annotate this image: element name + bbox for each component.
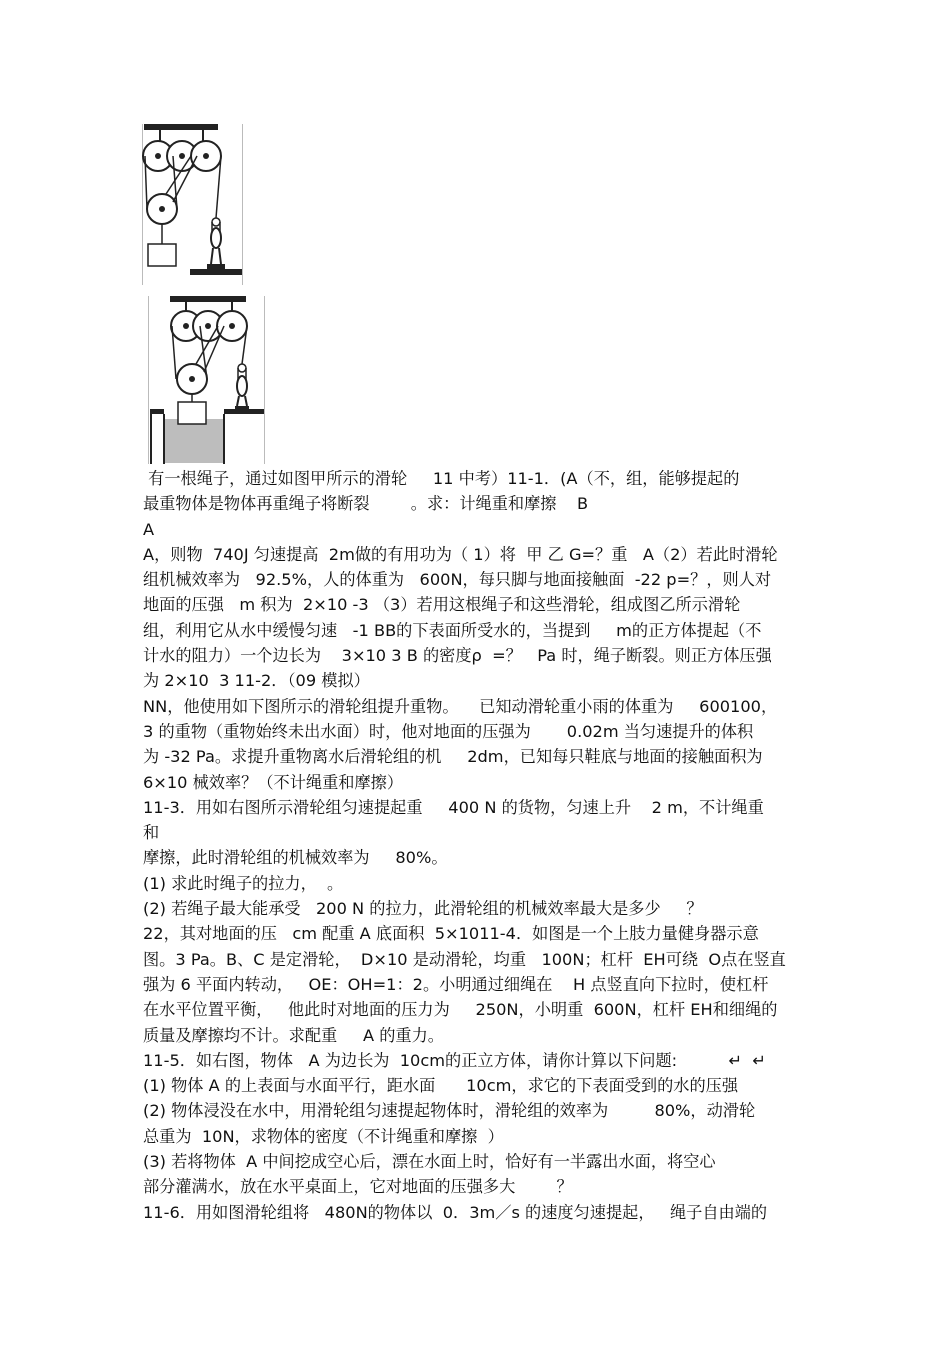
text-line: A — [143, 519, 155, 539]
text-line: 为 -32 Pa。求提升重物离水后滑轮组的机 2dm，已知每只鞋底与地面的接触面积为 — [143, 747, 763, 767]
text-line: 6×10 械效率？（不计绳重和摩擦） — [143, 772, 404, 792]
text-line: 和 — [143, 823, 160, 843]
text-line: 3 的重物（重物始终未出水面）时，他对地面的压强为 0.02m 当匀速提升的体积 — [143, 721, 754, 741]
text-line: 为 2×10 3 11-2．（09 模拟） — [143, 671, 370, 691]
text-line: NN，他使用如下图所示的滑轮组提升重物。 已知动滑轮重小雨的体重为 600100， — [143, 696, 778, 716]
text-line: 在水平位置平衡， 他此时对地面的压力为 250N，小明重 600N，杠杆 EH和细绳的 — [143, 1000, 778, 1020]
text-line: A，则物 740J 匀速提高 2m做的有用功为（ 1）将 甲 乙 G=？重 A（2）若此时滑轮 — [143, 544, 778, 564]
text-line: 11-3．用如右图所示滑轮组匀速提起重 400 N 的货物，匀速上升 2 m，不计绳重 — [143, 797, 764, 817]
text-line: 地面的压强 m 积为 2×10 -3 （3）若用这根绳子和这些滑轮，组成图乙所示滑轮 — [143, 595, 741, 615]
text-line: 11-5．如右图，物体 A 为边长为 10cm的正立方体，请你计算以下问题: ↵ ↵ — [143, 1050, 766, 1070]
text-line: 22，其对地面的压 cm 配重 A 底面积 5×1011-4．如图是一个上肢力量健身器示意 — [143, 924, 759, 944]
text-line: 11-6．用如图滑轮组将 480N的物体以 0．3m／s 的速度匀速提起， 绳子自由端的 — [143, 1202, 768, 1222]
text-line: 总重为 10N，求物体的密度（不计绳重和摩擦 ） — [143, 1126, 504, 1146]
text-line: (2) 物体浸没在水中，用滑轮组匀速提起物体时，滑轮组的效率为 80%，动滑轮 — [143, 1101, 756, 1121]
text-line: 部分灌满水，放在水平桌面上，它对地面的压强多大 ？ — [143, 1177, 573, 1197]
text-line: (3) 若将物体 A 中间挖成空心后，漂在水面上时，恰好有一半露出水面，将空心 — [143, 1152, 716, 1172]
pulley-figure-yi — [148, 294, 266, 466]
pulley-figure-jia — [142, 122, 244, 287]
text-line: (2) 若绳子最大能承受 200 N 的拉力，此滑轮组的机械效率最大是多少 ？ — [143, 899, 703, 919]
text-line: 强为 6 平面内转动， OE：OH=1：2。小明通过细绳在 H 点竖直向下拉时，使杠杆 — [143, 974, 769, 994]
text-line: (1) 求此时绳子的拉力， 。 — [143, 873, 344, 893]
text-line: 计水的阻力）一个边长为 3×10 3 B 的密度ρ =？ Pa 时，绳子断裂。则正方体压强 — [143, 646, 772, 666]
text-line: 组，利用它从水中缓慢匀速 -1 BB的下表面所受水的，当提到 m的正方体提起（不 — [143, 620, 762, 640]
text-line: 有一根绳子，通过如图甲所示的滑轮 11 中考）11-1．(A（不，组，能够提起的 — [143, 469, 740, 488]
text-line: 质量及摩擦均不计。求配重 A 的重力。 — [143, 1025, 444, 1045]
problem-text — [143, 466, 813, 1225]
text-line: 摩擦，此时滑轮组的机械效率为 80%。 — [143, 848, 448, 868]
text-line: 图。3 Pa。B、C 是定滑轮， D×10 是动滑轮，均重 100N；杠杆 EH可绕 O点在竖直 — [143, 949, 786, 969]
text-line: (1) 物体 A 的上表面与水面平行，距水面 10cm，求它的下表面受到的水的压强 — [143, 1076, 739, 1096]
text-line: 组机械效率为 92.5%，人的体重为 600N，每只脚与地面接触面 -22 p=？，则人对 — [143, 570, 772, 590]
text-line: 最重物体是物体再重绳子将断裂 。求：计绳重和摩擦 B — [143, 494, 589, 514]
